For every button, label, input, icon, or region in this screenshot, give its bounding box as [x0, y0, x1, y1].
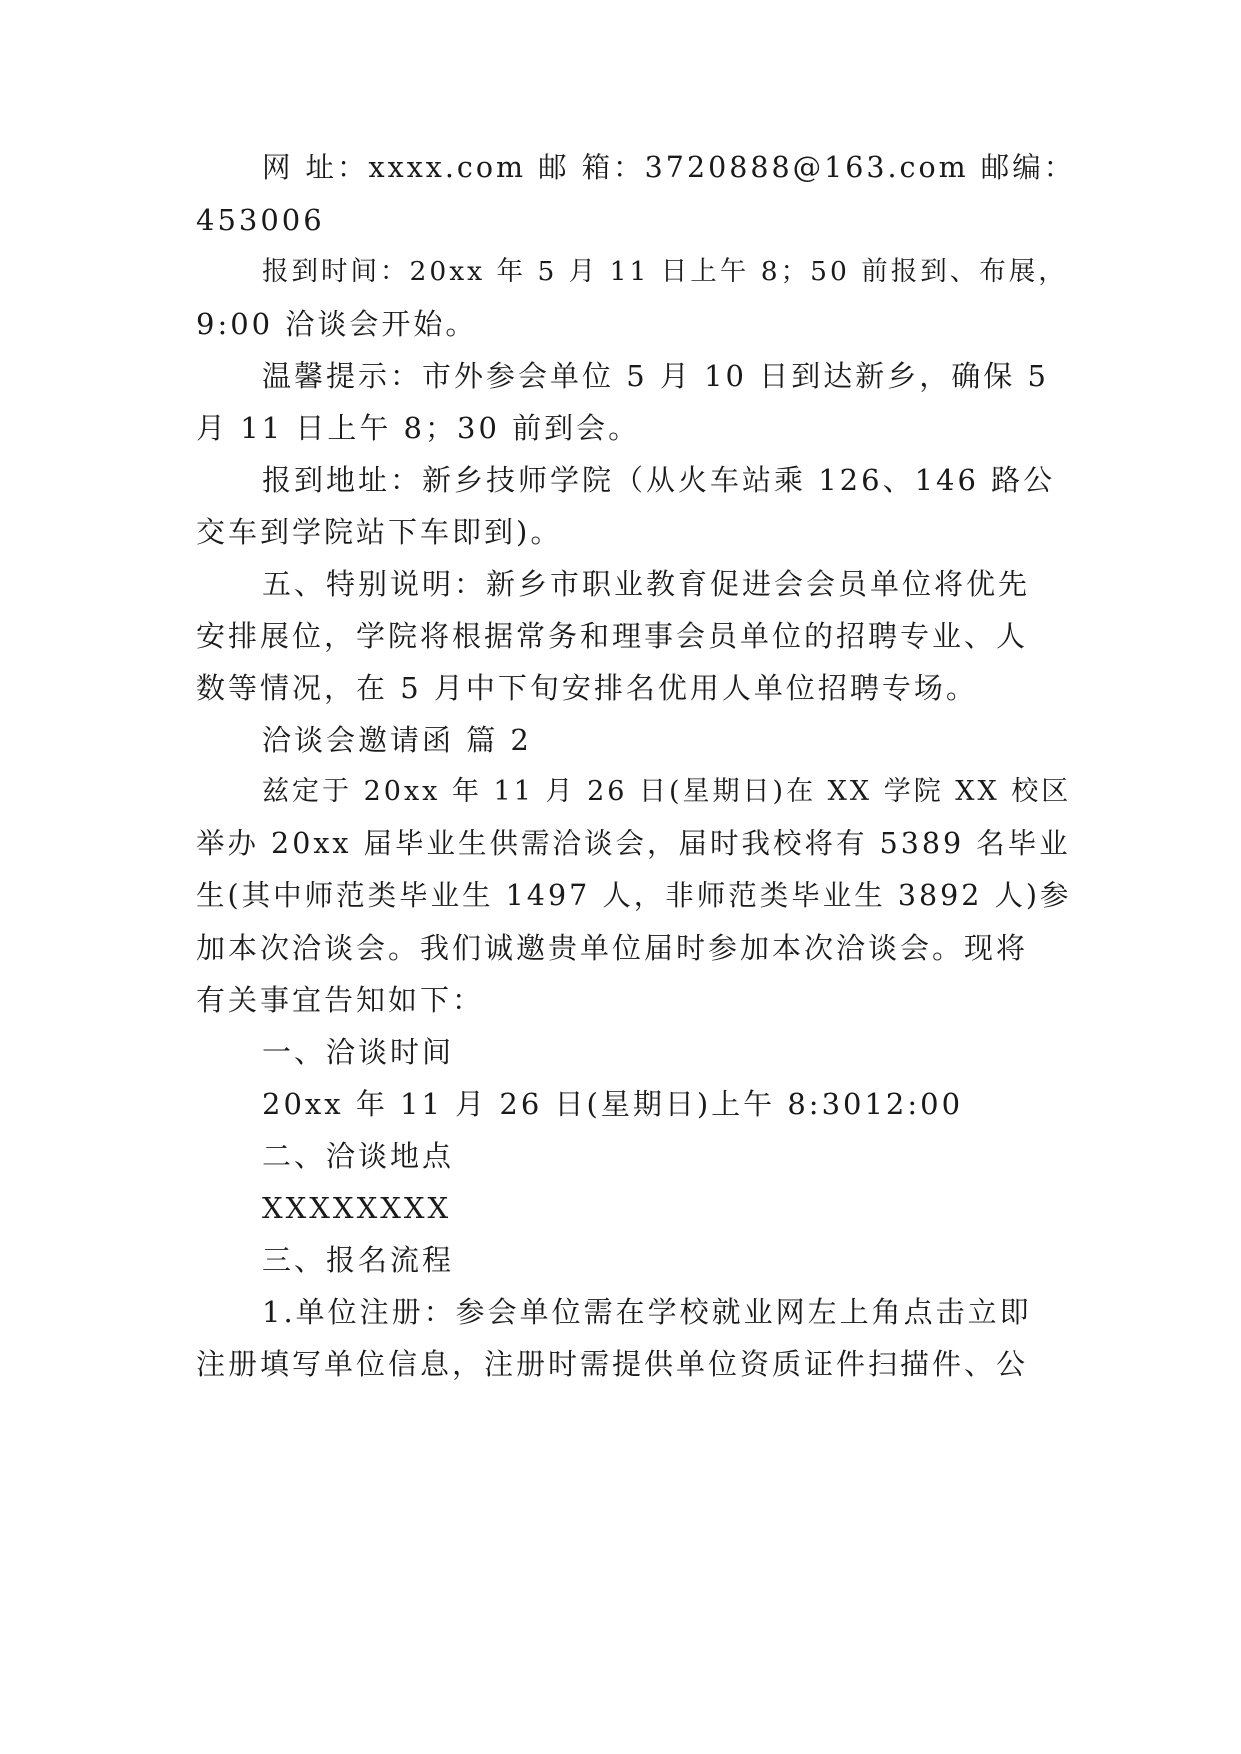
text-line-register-cont: 注册填写单位信息，注册时需提供单位资质证件扫描件、公: [196, 1347, 1029, 1381]
text-line-reminder: 温馨提示：市外参会单位 5 月 10 日到达新乡，确保 5: [262, 359, 1049, 393]
text-line-address: 报到地址：新乡技师学院（从火车站乘 126、146 路公: [262, 463, 1056, 497]
text-line-intro-cont-1: 举办 20xx 届毕业生供需洽谈会，届时我校将有 5389 名毕业: [196, 827, 1071, 860]
text-line-time-value: 20xx 年 11 月 26 日(星期日)上午 8:3012:00: [262, 1087, 964, 1121]
text-line-checkin-time-cont: 9:00 洽谈会开始。: [196, 307, 478, 341]
text-line-special-note: 五、特别说明：新乡市职业教育促进会会员单位将优先: [262, 567, 1031, 601]
text-line-register: 1.单位注册：参会单位需在学校就业网左上角点击立即: [262, 1295, 1032, 1329]
text-line-address-cont: 交车到学院站下车即到)。: [196, 515, 563, 549]
text-line-website-email: 网 址：xxxx.com 邮 箱：3720888@163.com 邮编：: [262, 151, 1076, 184]
text-line-location-value: XXXXXXXX: [262, 1191, 452, 1225]
heading-location: 二、洽谈地点: [262, 1139, 455, 1173]
text-line-checkin-time: 报到时间：20xx 年 5 月 11 日上午 8；50 前报到、布展，: [262, 256, 1068, 287]
text-line-postcode: 453006: [196, 203, 325, 237]
section-heading: 洽谈会邀请函 篇 2: [262, 723, 532, 757]
text-line-intro: 兹定于 20xx 年 11 月 26 日(星期日)在 XX 学院 XX 校区: [262, 776, 1072, 807]
text-line-intro-cont-3: 加本次洽谈会。我们诚邀贵单位届时参加本次洽谈会。现将: [196, 931, 1029, 965]
text-line-special-note-cont: 安排展位，学院将根据常务和理事会员单位的招聘专业、人: [196, 619, 1029, 653]
heading-time: 一、洽谈时间: [262, 1035, 455, 1069]
text-line-special-note-end: 数等情况，在 5 月中下旬安排名优用人单位招聘专场。: [196, 671, 978, 705]
text-line-intro-cont-2: 生(其中师范类毕业生 1497 人，非师范类毕业生 3892 人)参: [196, 879, 1072, 912]
heading-process: 三、报名流程: [262, 1243, 455, 1277]
text-line-intro-end: 有关事宜告知如下：: [196, 983, 485, 1017]
text-line-reminder-cont: 月 11 日上午 8；30 前到会。: [196, 411, 641, 445]
